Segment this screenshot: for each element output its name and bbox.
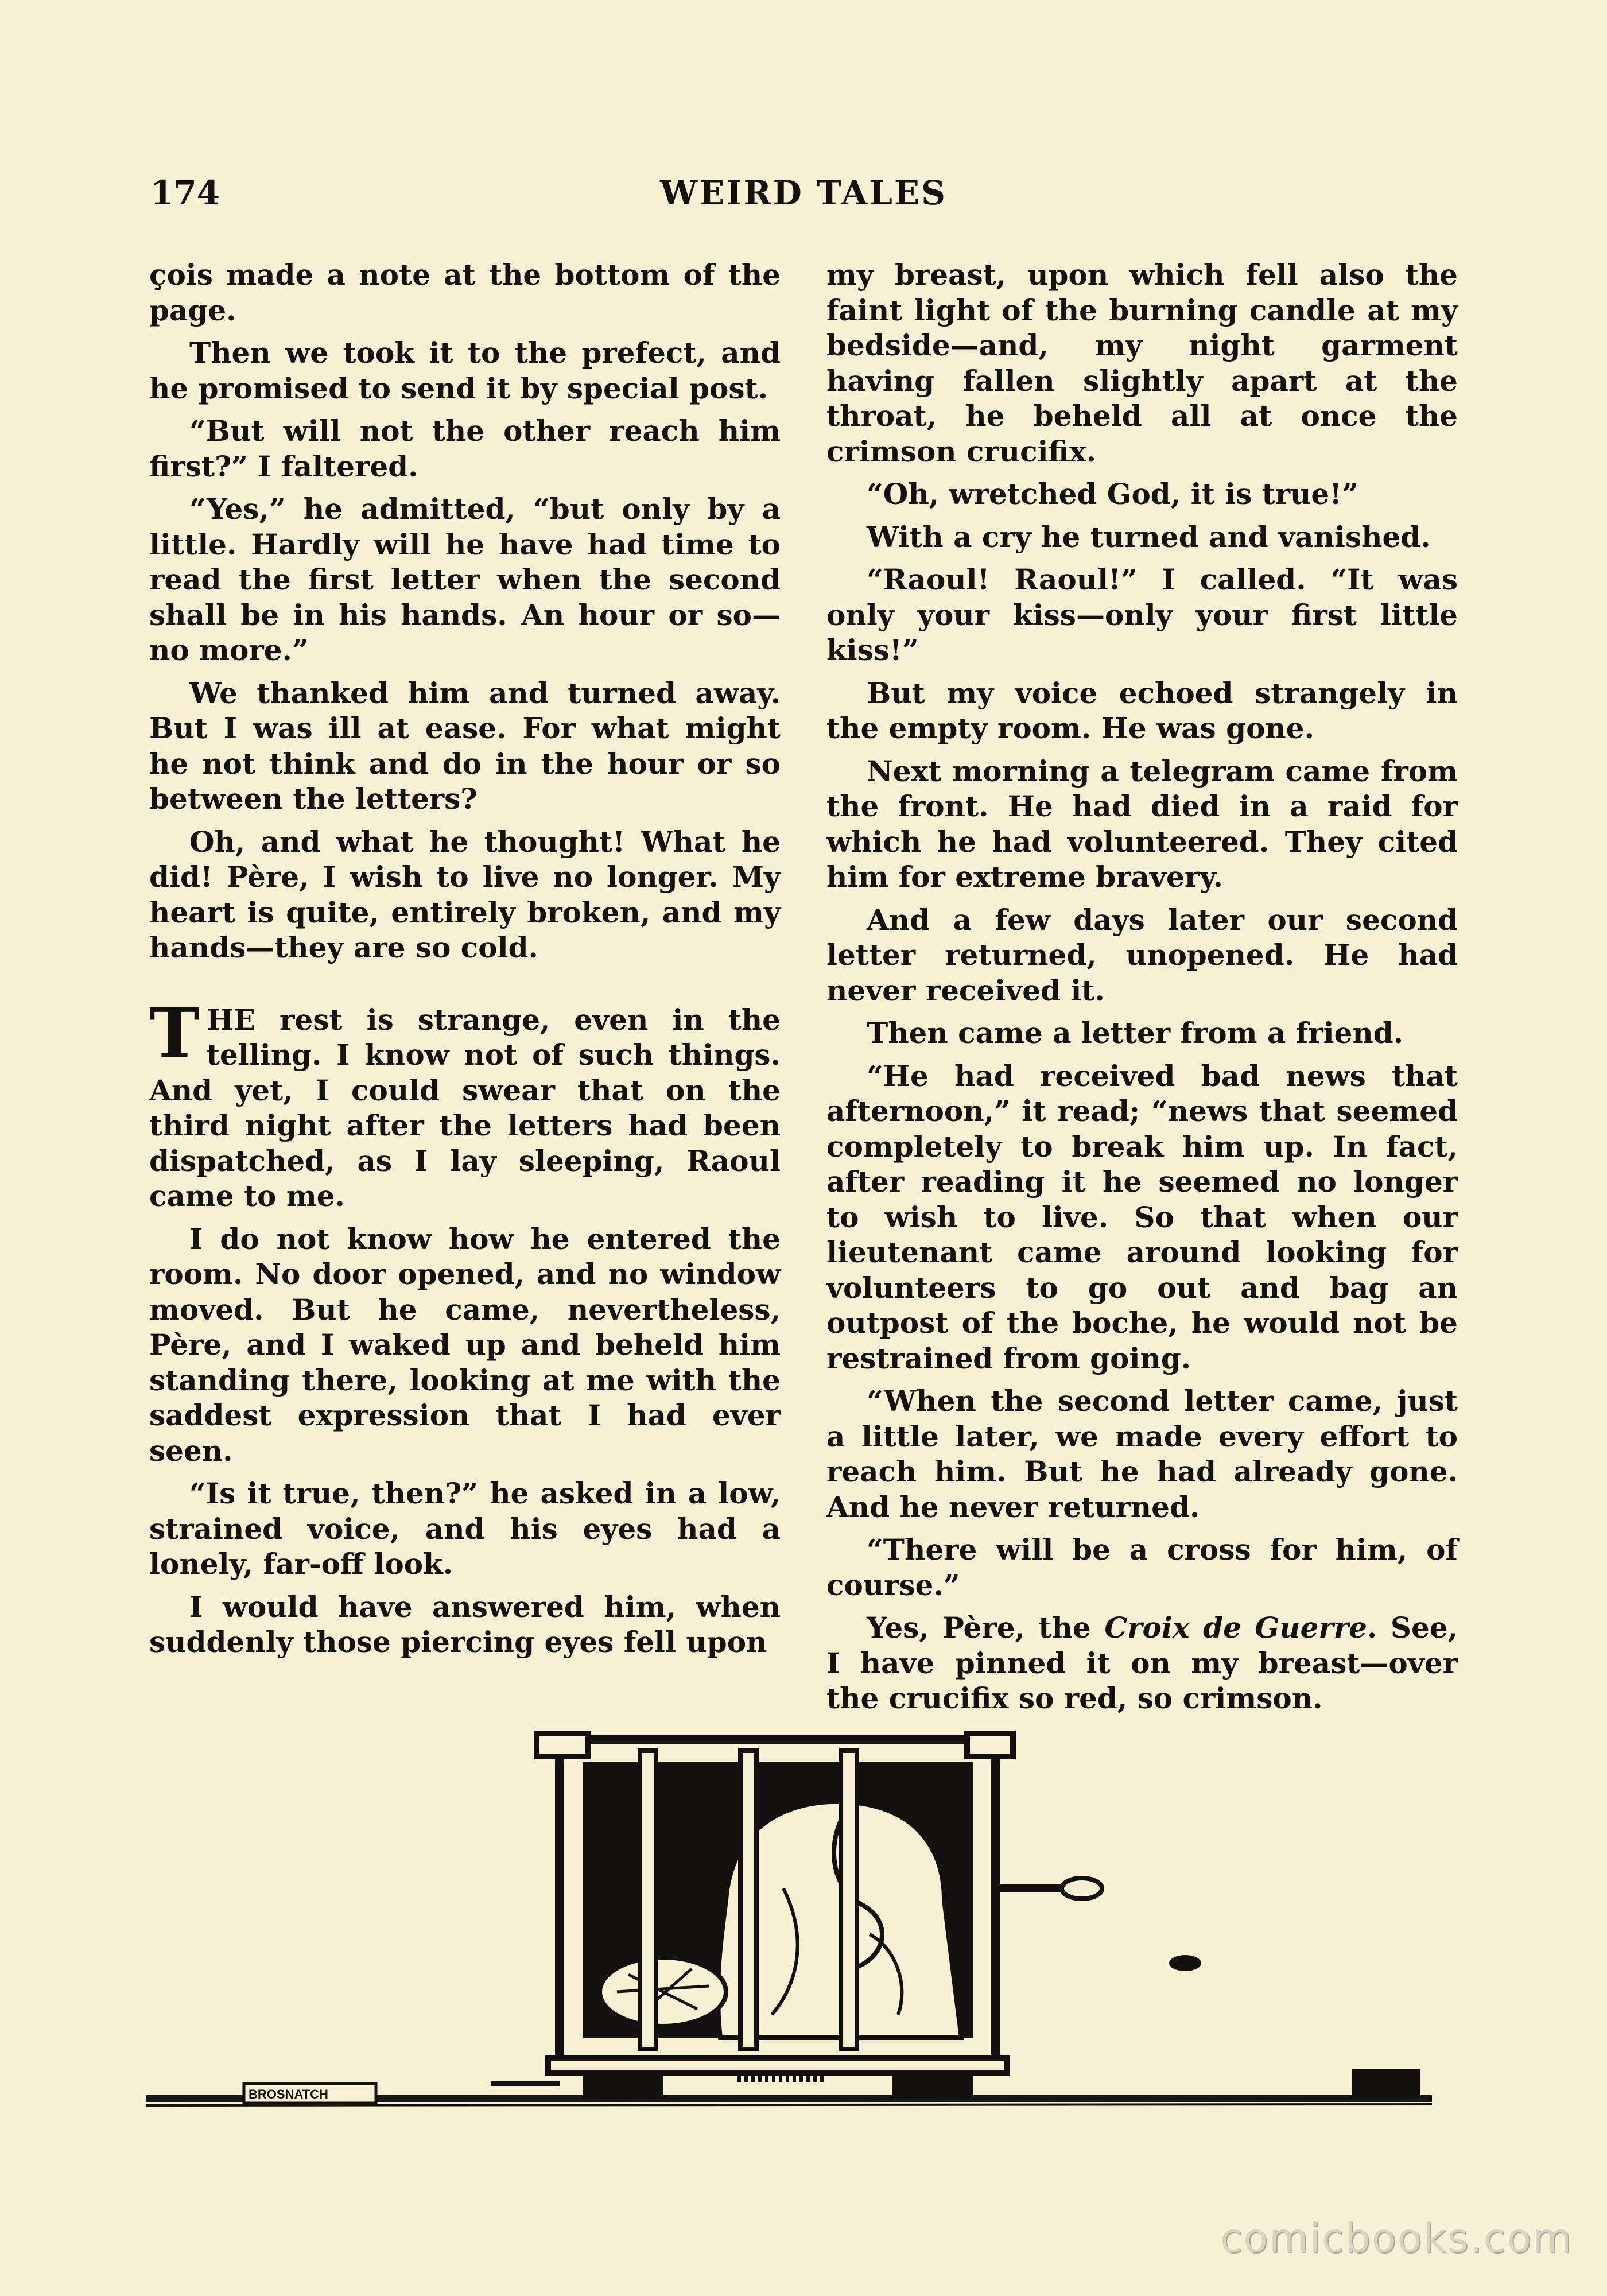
- paragraph: “Is it true, then?” he asked in a low, strained voice, and his eyes had a lonely, far-off look.: [149, 1476, 781, 1581]
- paragraph: çois made a note at the bottom of the page.: [149, 258, 781, 327]
- paragraph: “When the second letter came, just a little later, we made every effort to reach him. But he had already gone. And he never returned.: [826, 1384, 1458, 1524]
- paragraph: But my voice echoed strangely in the empty room. He was gone.: [826, 676, 1458, 745]
- drop-cap: T: [149, 992, 200, 1073]
- paragraph: We thanked him and turned away. But I was ill at ease. For what might he not think and do in the hour or so between the letters?: [149, 676, 781, 816]
- paragraph: Then came a letter from a friend.: [867, 1016, 1404, 1050]
- paragraph: my breast, upon which fell also the faint light of the burning candle at my bedside—and, my night garment having fallen slightly apart at the throat, he beheld all at once the crimson crucifix.: [826, 258, 1458, 468]
- paragraph: Then we took it to the prefect, and he promised to send it by special post.: [149, 336, 781, 405]
- final-text-after: . See, I have pinned it on my breast—over the crucifix so red, so crimson.: [826, 1611, 1458, 1715]
- croix-de-guerre-italic: Croix de Guerre: [1104, 1611, 1367, 1645]
- final-paragraph: [826, 1610, 1458, 1716]
- paragraph: “He had received bad news that afternoon,” it read; “news that seemed completely to break him up. In fact, after reading it he seemed no longer to wish to live. So that when our lieutenant came around looking for volunteers to go out and bag an outpost of the boche, he would not be restrained from going.: [826, 1058, 1458, 1375]
- right-column: [826, 257, 1458, 1724]
- watermark: comicbooks.com: [1220, 2214, 1573, 2262]
- paragraph: “Raoul! Raoul!” I called. “It was only your kiss—only your first little kiss!”: [826, 563, 1458, 667]
- artist-signature: BROSNATCH: [249, 2087, 328, 2101]
- paragraph: And a few days later our second letter returned, unopened. He had never received it.: [826, 902, 1458, 1007]
- cage-illustration: [146, 1716, 1472, 2130]
- paragraph: “Oh, wretched God, it is true!”: [867, 477, 1358, 511]
- paragraph: “Yes,” he admitted, “but only by a little. Hardly will he have had time to read the first letter when the second shall be in his hands. An hour or so—no more.”: [149, 492, 781, 667]
- paragraph: Next morning a telegram came from the front. He had died in a raid for which he had volunteered. They cited him for extreme bravery.: [826, 754, 1458, 894]
- final-text-before: Yes, Père, the: [867, 1611, 1105, 1645]
- running-head: WEIRD TALES: [659, 173, 948, 212]
- page-number: 174: [150, 173, 220, 212]
- section-opening-text: HE rest is strange, even in the telling. I know not of such things. And yet, I could swear that on the third night after the letters had been dispatched, as I lay sleeping, Raoul came to me.: [149, 1002, 781, 1213]
- paragraph: I would have answered him, when suddenly those piercing eyes fell upon: [149, 1589, 781, 1659]
- paragraph: “But will not the other reach him first?” I faltered.: [149, 414, 781, 483]
- left-column: [149, 257, 781, 1667]
- section-opening-paragraph: [149, 992, 781, 1214]
- paragraph: With a cry he turned and vanished.: [867, 519, 1431, 554]
- paragraph: “There will be a cross for him, of course.”: [826, 1533, 1458, 1602]
- paragraph: Oh, and what he thought! What he did! Père, I wish to live no longer. My heart is quite, entirely broken, and my hands—they are so cold.: [149, 824, 781, 964]
- paragraph: I do not know how he entered the room. No door opened, and no window moved. But he came, nevertheless, Père, and I waked up and beheld him standing there, looking at me with the saddest expression that I had ever seen.: [149, 1221, 781, 1468]
